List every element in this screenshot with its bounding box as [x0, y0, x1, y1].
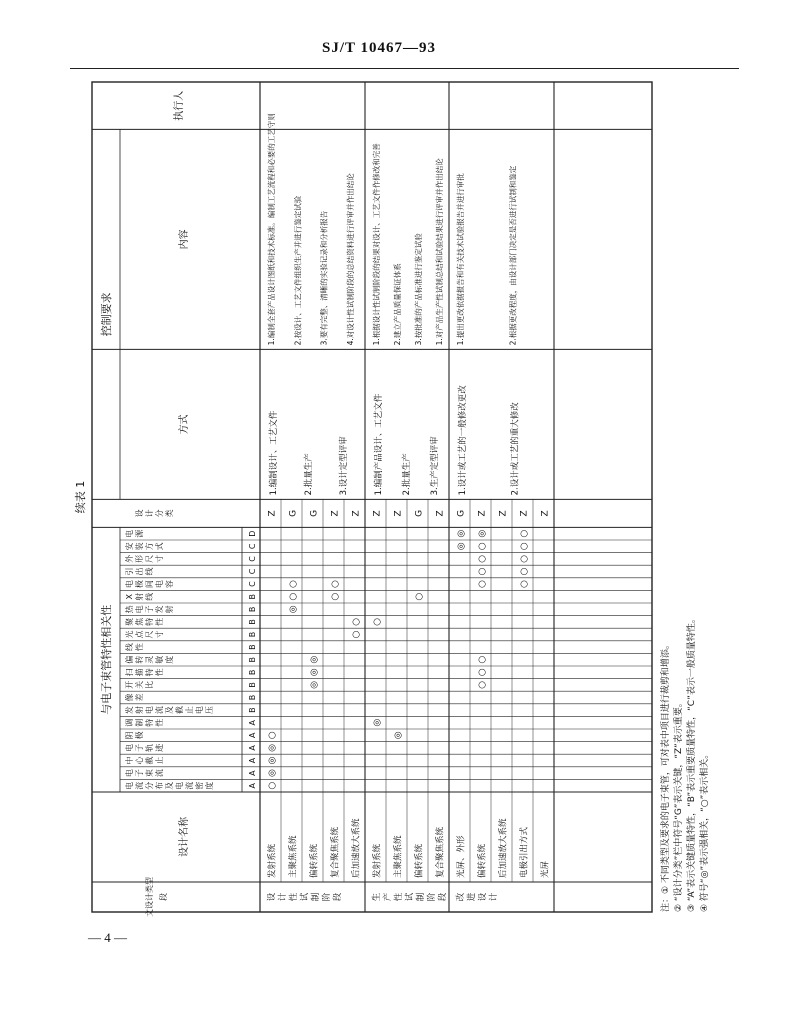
prop-name: 引出线: [125, 567, 154, 576]
correlation-mark: ○: [330, 592, 341, 601]
design-item-name: 发射系统: [372, 843, 383, 878]
prop-name: 聚焦特性: [125, 617, 164, 626]
correlation-mark: ○: [288, 592, 299, 601]
table-note: ② “设计分类”栏中符号“G”表示关键，“Z”表示重要。: [674, 698, 684, 912]
stage-heading-2: 段: [159, 893, 168, 901]
design-class-value: G: [309, 509, 320, 517]
design-class-value: Z: [540, 510, 551, 517]
correlation-mark: ○: [351, 630, 362, 639]
method-text: 1.编制设计、工艺文件: [269, 410, 279, 496]
prop-class: B: [248, 593, 257, 600]
prop-name: 电流分布及电流密度: [125, 781, 214, 790]
table-note: ③ “A”表示关键质量特性，“B”表示重要质量特性，“C”表示一般质量特性。: [687, 614, 697, 912]
correlation-mark: ○: [477, 567, 488, 576]
prop-name: 电子束流: [125, 769, 164, 778]
correlation-mark: ○: [477, 655, 488, 664]
prop-name: 调制特性: [125, 718, 164, 727]
prop-name: 开关比: [125, 680, 154, 689]
executor-heading: 执行人: [174, 90, 185, 121]
design-item-name: 后加速放大系统: [498, 818, 509, 878]
method-text: 3.生产定型评审: [430, 436, 440, 496]
correlation-mark: ○: [477, 680, 488, 689]
table-note: 注：① 不同类型及要求的电子束管，可对表中项目进行裁剪和增添。: [661, 640, 671, 912]
correlation-mark: ◎: [288, 605, 299, 614]
prop-name: 线性: [125, 643, 144, 652]
content-text: 3.要有完整、清晰的实验记录和分析报告: [319, 210, 329, 346]
design-item-name: 偏转系统: [414, 843, 425, 878]
content-text: 1.对产品生产性试制总结和试验结果进行评审并作出结论: [435, 158, 444, 346]
prop-class: A: [248, 732, 257, 739]
prop-class: C: [248, 556, 257, 562]
prop-class: D: [248, 530, 257, 537]
correlation-mark: ◎: [267, 756, 278, 765]
prop-name: 扫描特性: [125, 668, 164, 677]
prop-name: 电源: [125, 529, 144, 538]
design-item-name: 光屏、外形: [456, 835, 467, 878]
method-text: 1.设计或工艺的一般修改更改: [458, 385, 468, 496]
correlation-mark: ◎: [372, 718, 383, 727]
design-class-value: Z: [372, 510, 383, 517]
content-heading: 内容: [179, 229, 190, 250]
control-group-heading: 控制要求: [100, 292, 113, 337]
correlation-mark: ◎: [309, 655, 320, 664]
design-class-value: Z: [351, 510, 362, 517]
content-text: 4.对设计性试制阶段的总结资料进行评审并作出结论: [345, 173, 355, 346]
prop-class: B: [248, 656, 257, 663]
prop-class: A: [248, 719, 257, 726]
method-text: 1.编制产品设计、工艺文件: [374, 393, 384, 496]
design-class-value: Z: [330, 510, 341, 517]
design-class-value: G: [288, 509, 299, 517]
prop-class: A: [248, 782, 257, 789]
prop-class: A: [248, 757, 257, 764]
prop-name: 发射电流及截止电压: [125, 706, 214, 715]
prop-name: X射线: [125, 592, 154, 601]
design-item-name: 主聚焦系统: [288, 835, 299, 878]
design-class-value: Z: [435, 510, 446, 517]
design-item-name: 复合聚焦系统: [330, 826, 341, 878]
design-item-name: 光屏: [540, 860, 551, 878]
correlation-mark: ○: [267, 781, 278, 790]
prop-name: 热电子发射: [125, 605, 174, 614]
correlation-mark: ◎: [456, 542, 467, 551]
content-text: 2.根据更改程度，由设计部门决定是否进行试制和鉴定: [508, 165, 518, 346]
quality-control-table: [73, 82, 710, 917]
correlation-mark: ◎: [477, 529, 488, 538]
content-text: 3.按批准的产品标准进行鉴定试验: [414, 233, 423, 346]
prop-class: B: [248, 707, 257, 713]
design-item-name: 发射系统: [267, 843, 278, 878]
stage-name: 设计性试制阶段: [267, 892, 343, 902]
correlation-mark: ○: [330, 580, 341, 589]
design-item-name: 电极引出方式: [519, 826, 530, 878]
prop-name: 像差: [125, 693, 144, 702]
correlation-mark: ○: [351, 617, 362, 626]
correlation-mark: ◎: [309, 668, 320, 677]
method-text: 3.设计定型评审: [339, 436, 349, 496]
prop-class: C: [248, 581, 257, 587]
design-class-value: Z: [519, 510, 530, 517]
design-item-name: 后加速放大系统: [351, 818, 362, 878]
table-title: 续表 1: [74, 480, 87, 514]
correlation-mark: ◎: [309, 680, 320, 689]
prop-name: 外形尺寸: [125, 554, 164, 563]
correlation-mark: ◎: [456, 529, 467, 538]
table-note: ④ 符号“◎”表示强相关，“○”表示相关。: [700, 749, 710, 912]
design-class-value: Z: [267, 510, 278, 517]
correlation-mark: ◎: [267, 769, 278, 778]
correlation-mark: ○: [288, 580, 299, 589]
design-class-value: G: [414, 509, 425, 517]
correlation-mark: ○: [519, 529, 530, 538]
correlation-mark: ○: [477, 554, 488, 563]
correlation-mark: ◎: [393, 731, 404, 740]
prop-class: B: [248, 694, 257, 701]
correlation-mark: ○: [477, 580, 488, 589]
method-text: 2.批量生产: [402, 453, 412, 496]
design-class-value: Z: [498, 510, 509, 517]
prop-class: B: [248, 669, 257, 676]
props-group-heading: 与电子束管特性相关性: [100, 604, 113, 715]
design-item-name: 复合聚焦系统: [435, 826, 446, 878]
content-text: 1.编制全套产品设计图纸和技术标准。编制工艺流程和必要的工艺守则: [267, 113, 276, 346]
content-text: 1.提出更改依据报告和有关技术试验报告并进行审批: [456, 173, 465, 346]
correlation-mark: ○: [267, 731, 278, 740]
prop-class: A: [248, 745, 257, 751]
prop-class: B: [248, 619, 257, 625]
correlation-mark: ○: [519, 580, 530, 589]
correlation-mark: ○: [372, 617, 383, 626]
prop-name: 光点尺寸: [125, 630, 164, 639]
stage-name: 改进设计: [456, 892, 499, 902]
stage-heading: 文设计类型: [145, 877, 154, 917]
prop-class: A: [248, 770, 257, 776]
prop-class: B: [248, 631, 257, 638]
correlation-mark: ○: [519, 567, 530, 576]
correlation-mark: ◎: [267, 743, 278, 752]
page-number: — 4 —: [88, 930, 127, 945]
prop-class: B: [248, 682, 257, 688]
correlation-mark: ○: [519, 554, 530, 563]
prop-name: 阴极: [125, 731, 144, 740]
design-class-value: Z: [393, 510, 404, 517]
correlation-mark: ○: [477, 668, 488, 677]
correlation-mark: ○: [414, 592, 425, 601]
prop-name: 安装方式: [125, 542, 164, 551]
method-text: 2.批量生产: [304, 453, 314, 496]
stage-name: 生产性试制阶段: [372, 892, 448, 902]
design-item-name: 主聚焦系统: [393, 835, 404, 878]
content-text: 1.根据设计性试制阶段的结果对设计、工艺文件作修改和完善: [372, 143, 381, 346]
design-item-name: 偏转系统: [309, 843, 320, 878]
content-text: 2.按设计、工艺文件组织生产并进行鉴定试验: [293, 195, 303, 346]
prop-class: C: [248, 568, 257, 575]
design-class-value: Z: [477, 510, 488, 517]
content-text: 2.建立产品质量保证体系: [393, 263, 402, 346]
design-class-value: G: [456, 509, 467, 517]
method-text: 2.设计或工艺的重大修改: [510, 402, 521, 496]
item-heading: 设计名称: [179, 817, 190, 857]
correlation-mark: ○: [477, 542, 488, 551]
correlation-mark: ○: [519, 542, 530, 551]
prop-name: 电子轨迹: [125, 743, 164, 752]
page-header: SJ/T 10467—93: [322, 40, 436, 56]
prop-name: 中心截止: [125, 756, 164, 765]
prop-class: B: [248, 606, 257, 613]
design-class-heading: 设计分类: [135, 509, 174, 518]
prop-class: B: [248, 644, 257, 650]
prop-name: 电极间电容: [125, 580, 174, 589]
design-item-name: 偏转系统: [477, 843, 488, 878]
prop-class: C: [248, 543, 257, 550]
method-heading: 方式: [179, 414, 190, 435]
prop-name: 偏转灵敏度: [125, 655, 174, 664]
